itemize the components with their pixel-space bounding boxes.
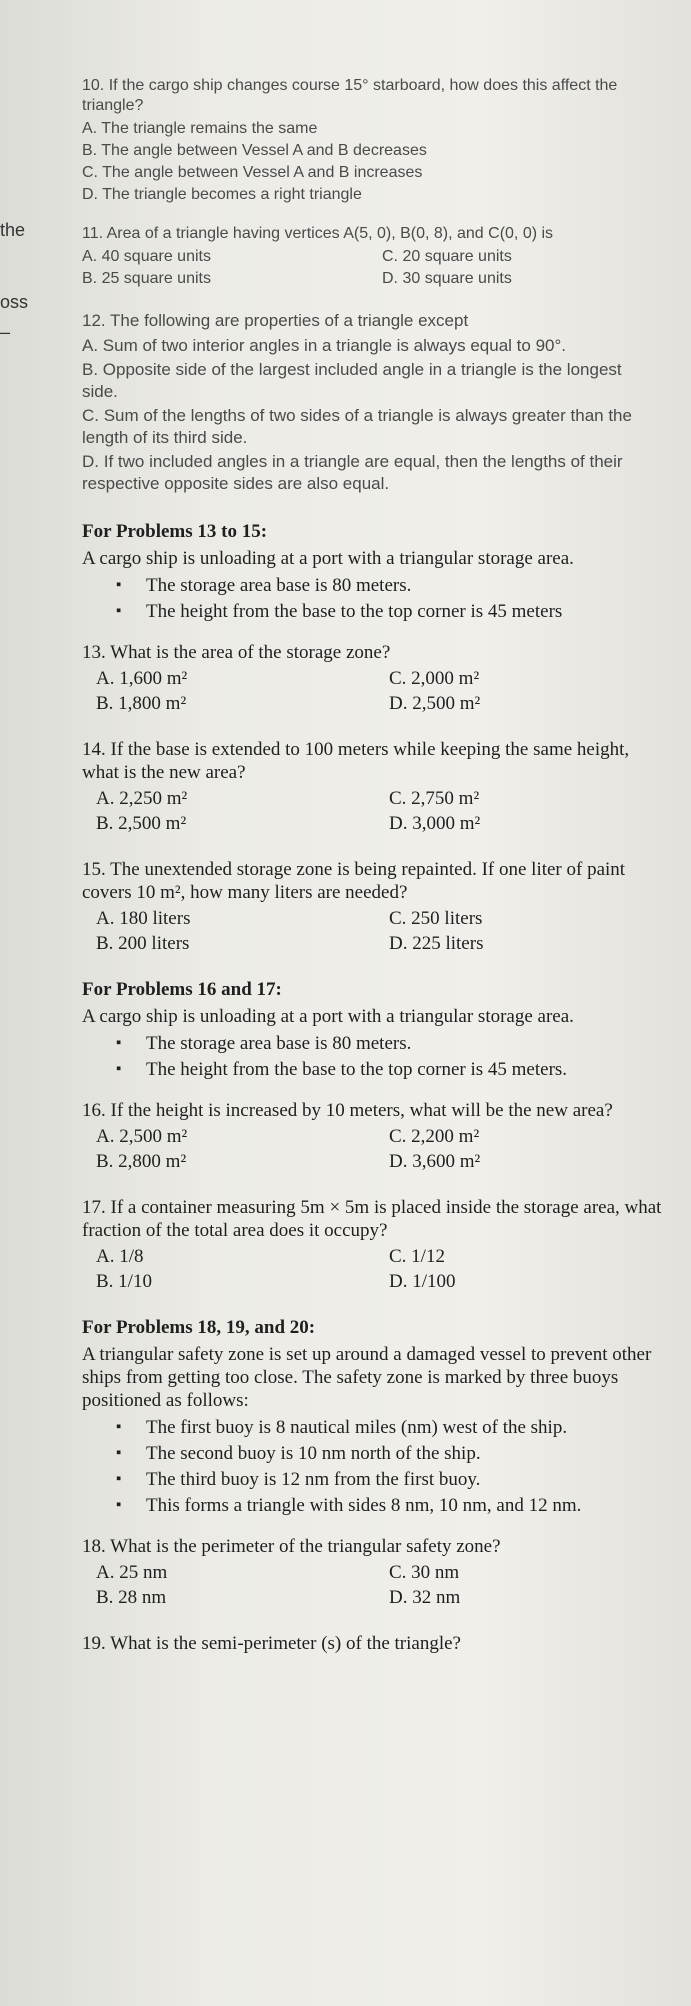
choice-a[interactable]: A. 40 square units (82, 248, 211, 265)
choice-b[interactable]: B. 1,800 m² (96, 693, 187, 714)
choice-a[interactable]: A. Sum of two interior angles in a triangle is always equal to 90°. (82, 336, 566, 355)
choice-a[interactable]: A. The triangle remains the same (82, 120, 318, 137)
question-13 (82, 641, 662, 716)
fact-item: ▪ This forms a triangle with sides 8 nm, 10 nm, and 12 nm. (140, 1494, 662, 1517)
choice-c[interactable]: C. 2,200 m² (389, 1126, 480, 1147)
question-19 (82, 1632, 662, 1655)
margin-fragment: oss (0, 292, 29, 312)
problem-set-heading: For Problems 16 and 17: (82, 979, 282, 1000)
question-stem: 19. What is the semi-perimeter (s) of the triangle? (82, 1633, 461, 1654)
answer-choices (96, 1560, 662, 1610)
question-stem: 18. What is the perimeter of the triangular safety zone? (82, 1536, 501, 1557)
choice-b[interactable]: B. 25 square units (82, 270, 211, 287)
choice-c[interactable]: C. 30 nm (389, 1562, 460, 1583)
choice-b[interactable]: B. 1/10 (96, 1271, 152, 1292)
choice-b[interactable]: B. Opposite side of the largest included angle in a triangle is the longest side. (82, 360, 622, 401)
answer-choices (96, 666, 662, 716)
question-10 (82, 76, 662, 206)
question-14 (82, 738, 662, 836)
choice-d[interactable]: D. 1/100 (389, 1271, 456, 1292)
question-stem: 16. If the height is increased by 10 meters, what will be the new area? (82, 1100, 613, 1121)
margin-fragment: the (0, 220, 26, 240)
choice-d[interactable]: D. 225 liters (389, 933, 484, 954)
answer-choices (82, 118, 662, 206)
choice-b[interactable]: B. 200 liters (96, 933, 190, 954)
question-stem: 10. If the cargo ship changes course 15° starboard, how does this affect the triangle? (82, 77, 618, 114)
choice-d[interactable]: D. 3,000 m² (389, 813, 481, 834)
choice-b[interactable]: B. 2,800 m² (96, 1151, 187, 1172)
choice-c[interactable]: C. 20 square units (382, 248, 512, 265)
choice-b[interactable]: B. 2,500 m² (96, 813, 187, 834)
problem-set-intro: A cargo ship is unloading at a port with a triangular storage area. (82, 1006, 574, 1027)
choice-a[interactable]: A. 1,600 m² (96, 668, 188, 689)
problem-set-heading: For Problems 13 to 15: (82, 521, 268, 542)
choice-c[interactable]: C. 250 liters (389, 908, 483, 929)
answer-choices (96, 1124, 662, 1174)
answer-choices (96, 786, 662, 836)
choice-a[interactable]: A. 25 nm (96, 1562, 168, 1583)
fact-item: ▪ The height from the base to the top corner is 45 meters. (140, 1058, 662, 1081)
choice-d[interactable]: D. 32 nm (389, 1587, 461, 1608)
question-stem: 13. What is the area of the storage zone? (82, 642, 391, 663)
question-15 (82, 858, 662, 956)
answer-choices (96, 906, 662, 956)
question-stem: 11. Area of a triangle having vertices A(5, 0), B(0, 8), and C(0, 0) is (82, 225, 554, 242)
question-11 (82, 224, 662, 290)
problem-set-facts (140, 1416, 662, 1517)
answer-choices (96, 1244, 662, 1294)
question-16 (82, 1099, 662, 1174)
fact-item: ▪ The storage area base is 80 meters. (140, 574, 662, 597)
choice-b[interactable]: B. The angle between Vessel A and B decreases (82, 142, 427, 159)
choice-d[interactable]: D. 2,500 m² (389, 693, 481, 714)
fact-item: ▪ The second buoy is 10 nm north of the ship. (140, 1442, 662, 1465)
question-18 (82, 1535, 662, 1610)
question-12 (82, 310, 662, 496)
fact-item: ▪ The first buoy is 8 nautical miles (nm) west of the ship. (140, 1416, 662, 1439)
question-stem: 17. If a container measuring 5m × 5m is placed inside the storage area, what fraction of the total area does it occupy? (82, 1197, 662, 1241)
problem-set-intro: A cargo ship is unloading at a port with a triangular storage area. (82, 548, 574, 569)
choice-c[interactable]: C. 2,000 m² (389, 668, 480, 689)
choice-c[interactable]: C. Sum of the lengths of two sides of a triangle is always greater than the length of its third side. (82, 406, 632, 447)
choice-c[interactable]: C. 2,750 m² (389, 788, 480, 809)
choice-b[interactable]: B. 28 nm (96, 1587, 167, 1608)
choice-c[interactable]: C. The angle between Vessel A and B increases (82, 164, 423, 181)
choice-d[interactable]: D. The triangle becomes a right triangle (82, 186, 362, 203)
choice-d[interactable]: D. 3,600 m² (389, 1151, 481, 1172)
worksheet-content (82, 76, 662, 1661)
choice-a[interactable]: A. 2,500 m² (96, 1126, 188, 1147)
margin-fragment: – (0, 322, 11, 342)
fact-item: ▪ The height from the base to the top corner is 45 meters (140, 600, 662, 623)
problem-set-facts (140, 574, 662, 623)
choice-a[interactable]: A. 2,250 m² (96, 788, 188, 809)
problem-set-facts (140, 1032, 662, 1081)
choice-d[interactable]: D. If two included angles in a triangle are equal, then the lengths of their respective opposite sides are also equal. (82, 452, 623, 493)
fact-item: ▪ The storage area base is 80 meters. (140, 1032, 662, 1055)
question-stem: 12. The following are properties of a triangle except (82, 311, 469, 330)
fact-item: ▪ The third buoy is 12 nm from the first buoy. (140, 1468, 662, 1491)
choice-c[interactable]: C. 1/12 (389, 1246, 445, 1267)
question-17 (82, 1196, 662, 1294)
choice-a[interactable]: A. 1/8 (96, 1246, 144, 1267)
choice-d[interactable]: D. 30 square units (382, 270, 512, 287)
answer-choices (82, 246, 662, 290)
problem-set-heading: For Problems 18, 19, and 20: (82, 1317, 316, 1338)
answer-choices (82, 334, 662, 496)
question-stem: 14. If the base is extended to 100 meters while keeping the same height, what is the new area? (82, 739, 630, 783)
choice-a[interactable]: A. 180 liters (96, 908, 191, 929)
problem-set-intro: A triangular safety zone is set up around a damaged vessel to prevent other ships from getting too close. The safety zone is marked by three buoys positioned as follows: (82, 1344, 652, 1411)
question-stem: 15. The unextended storage zone is being repainted. If one liter of paint covers 10 m², how many liters are needed? (82, 859, 626, 903)
